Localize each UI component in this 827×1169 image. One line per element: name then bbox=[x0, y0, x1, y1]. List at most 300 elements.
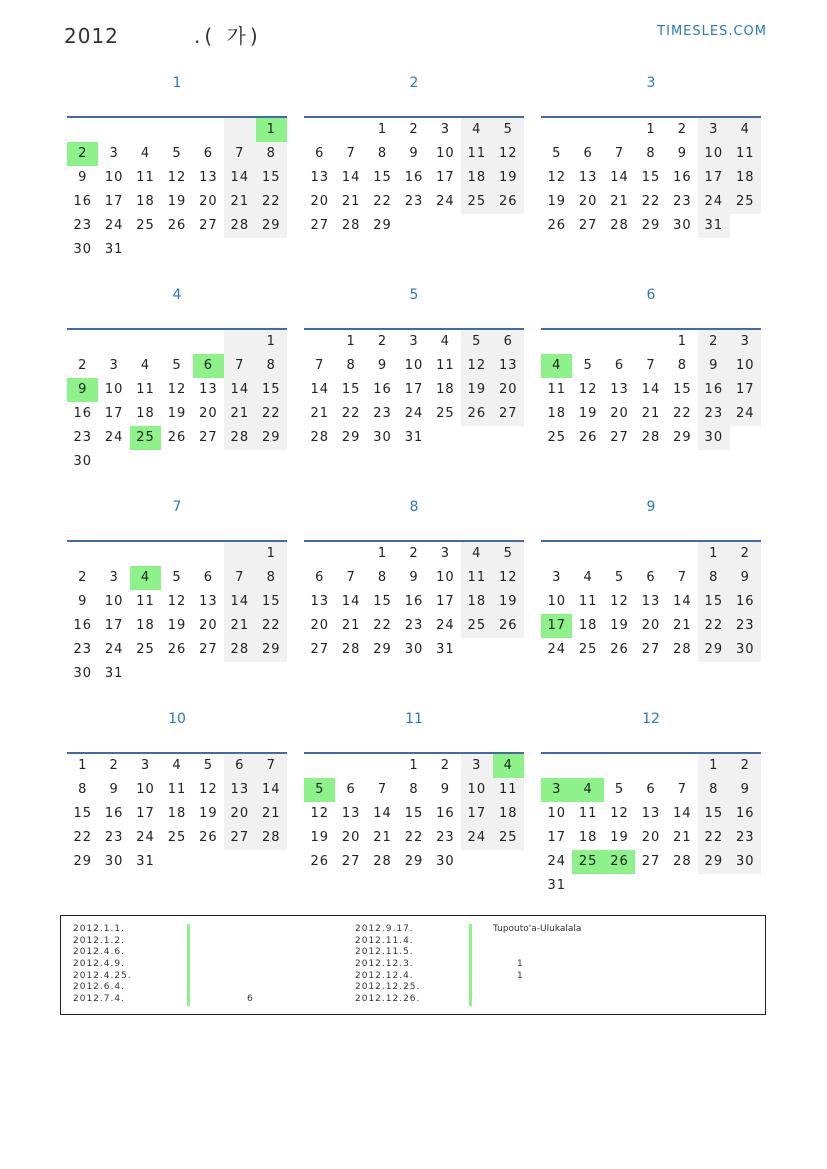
day-cell: 26 bbox=[167, 642, 187, 657]
day-cell: 27 bbox=[578, 218, 598, 233]
holiday-marker bbox=[187, 959, 190, 971]
empty-cell bbox=[604, 330, 635, 354]
day-cell: 24 bbox=[104, 218, 124, 233]
day-cell: 18 bbox=[547, 406, 566, 421]
day-cell: 4 bbox=[140, 146, 151, 161]
day-cell: 20 bbox=[310, 194, 329, 209]
day-cell: 3 bbox=[109, 146, 119, 161]
holiday-list bbox=[60, 915, 766, 1015]
day-cell: 26 bbox=[493, 614, 524, 638]
day-cell: 22 bbox=[256, 190, 287, 214]
empty-cell bbox=[304, 330, 335, 354]
day-cell: 25 bbox=[730, 190, 761, 214]
day-cell: 8 bbox=[346, 358, 356, 373]
holiday-date: 2012.12.25. bbox=[355, 982, 421, 993]
day-cell: 7 bbox=[346, 570, 356, 585]
empty-cell bbox=[304, 754, 335, 778]
day-cell: 24 bbox=[136, 830, 155, 845]
day-cell: 24 bbox=[436, 194, 455, 209]
empty-cell bbox=[193, 542, 224, 566]
empty-cell bbox=[541, 118, 572, 142]
day-cell: 10 bbox=[547, 806, 566, 821]
day-cell: 15 bbox=[73, 806, 92, 821]
day-cell: 19 bbox=[167, 618, 187, 633]
day-grid bbox=[541, 330, 761, 450]
day-cell: 23 bbox=[730, 826, 761, 850]
holiday-marker bbox=[187, 994, 190, 1006]
empty-cell bbox=[161, 330, 192, 354]
holiday-day-cell: 6 bbox=[193, 354, 224, 378]
day-grid bbox=[67, 754, 287, 874]
day-cell: 11 bbox=[436, 358, 455, 373]
day-cell: 8 bbox=[698, 778, 729, 802]
holiday-date: 2012.11.5. bbox=[355, 947, 414, 958]
day-cell: 18 bbox=[578, 830, 598, 845]
day-cell: 15 bbox=[373, 170, 392, 185]
day-cell: 29 bbox=[341, 430, 361, 445]
day-cell: 11 bbox=[136, 382, 155, 397]
day-cell: 1 bbox=[409, 758, 419, 773]
day-cell: 5 bbox=[461, 330, 492, 354]
empty-cell bbox=[667, 754, 698, 778]
day-cell: 19 bbox=[167, 406, 187, 421]
day-cell: 14 bbox=[224, 166, 255, 190]
month-title: 1 bbox=[172, 75, 182, 91]
month-2 bbox=[304, 72, 524, 284]
day-cell: 6 bbox=[346, 782, 356, 797]
day-cell: 7 bbox=[224, 566, 255, 590]
holiday-day-cell: 3 bbox=[541, 778, 572, 802]
day-cell: 10 bbox=[547, 594, 566, 609]
day-cell: 18 bbox=[578, 618, 598, 633]
holiday-date: 2012.11.4. bbox=[355, 935, 414, 946]
day-cell: 27 bbox=[641, 854, 661, 869]
day-cell: 26 bbox=[493, 190, 524, 214]
day-cell: 5 bbox=[172, 358, 182, 373]
day-cell: 25 bbox=[578, 642, 598, 657]
month-5 bbox=[304, 284, 524, 496]
holiday-marker bbox=[469, 982, 472, 994]
holiday-day-cell: 5 bbox=[304, 778, 335, 802]
day-cell: 18 bbox=[461, 590, 492, 614]
day-grid bbox=[304, 542, 524, 662]
day-cell: 15 bbox=[341, 382, 361, 397]
day-cell: 30 bbox=[698, 426, 729, 450]
day-cell: 24 bbox=[461, 826, 492, 850]
day-cell: 27 bbox=[199, 642, 218, 657]
month-title: 7 bbox=[172, 499, 182, 515]
day-cell: 24 bbox=[547, 642, 566, 657]
day-cell: 1 bbox=[677, 334, 688, 349]
day-cell: 15 bbox=[698, 802, 729, 826]
day-cell: 11 bbox=[730, 142, 761, 166]
holiday-name: 6 bbox=[247, 994, 253, 1005]
day-cell: 6 bbox=[315, 570, 325, 585]
month-11 bbox=[304, 708, 524, 920]
holiday-day-cell: 25 bbox=[130, 426, 161, 450]
day-cell: 14 bbox=[310, 382, 329, 397]
day-cell: 17 bbox=[730, 378, 761, 402]
day-cell: 17 bbox=[104, 618, 124, 633]
day-cell: 27 bbox=[199, 218, 218, 233]
holiday-date: 2012.6.4. bbox=[73, 982, 125, 993]
day-cell: 16 bbox=[698, 378, 729, 402]
day-cell: 29 bbox=[698, 850, 729, 874]
day-cell: 21 bbox=[224, 614, 255, 638]
empty-cell bbox=[541, 330, 572, 354]
day-cell: 9 bbox=[730, 778, 761, 802]
holiday-marker bbox=[187, 982, 190, 994]
day-cell: 15 bbox=[673, 382, 692, 397]
day-cell: 10 bbox=[104, 170, 124, 185]
day-cell: 3 bbox=[461, 754, 492, 778]
day-grid bbox=[541, 754, 761, 898]
day-cell: 20 bbox=[341, 830, 361, 845]
day-cell: 19 bbox=[461, 378, 492, 402]
day-cell: 19 bbox=[167, 194, 187, 209]
day-cell: 13 bbox=[224, 778, 255, 802]
day-cell: 1 bbox=[377, 122, 388, 137]
day-cell: 20 bbox=[641, 618, 661, 633]
day-cell: 9 bbox=[109, 782, 119, 797]
day-cell: 27 bbox=[493, 402, 524, 426]
empty-cell bbox=[130, 330, 161, 354]
month-title: 2 bbox=[409, 75, 419, 91]
holiday-date: 2012.1.1. bbox=[73, 924, 125, 934]
day-cell: 19 bbox=[310, 830, 329, 845]
day-cell: 29 bbox=[404, 854, 424, 869]
day-cell: 8 bbox=[256, 354, 287, 378]
day-cell: 10 bbox=[104, 594, 124, 609]
empty-cell bbox=[161, 542, 192, 566]
day-cell: 29 bbox=[698, 638, 729, 662]
day-cell: 12 bbox=[167, 594, 187, 609]
day-cell: 3 bbox=[698, 118, 729, 142]
day-cell: 12 bbox=[578, 382, 598, 397]
day-cell: 3 bbox=[109, 570, 119, 585]
day-cell: 4 bbox=[140, 358, 151, 373]
empty-cell bbox=[635, 754, 666, 778]
day-cell: 28 bbox=[224, 426, 255, 450]
day-cell: 20 bbox=[224, 802, 255, 826]
day-cell: 16 bbox=[404, 594, 424, 609]
holiday-name: Tupouto'a-Ulukalala bbox=[493, 924, 582, 934]
day-cell: 10 bbox=[104, 382, 124, 397]
holiday-day-cell: 26 bbox=[604, 850, 635, 874]
day-cell: 31 bbox=[404, 430, 424, 445]
day-cell: 24 bbox=[698, 190, 729, 214]
day-cell: 28 bbox=[341, 642, 361, 657]
day-cell: 11 bbox=[167, 782, 187, 797]
day-cell: 22 bbox=[373, 194, 392, 209]
day-cell: 22 bbox=[641, 194, 661, 209]
day-cell: 1 bbox=[646, 122, 656, 137]
day-cell: 6 bbox=[646, 782, 656, 797]
empty-cell bbox=[130, 118, 161, 142]
holiday-date: 2012.12.3. bbox=[355, 959, 414, 970]
day-cell: 3 bbox=[409, 334, 419, 349]
day-cell: 10 bbox=[461, 778, 492, 802]
day-cell: 27 bbox=[199, 430, 218, 445]
day-cell: 21 bbox=[310, 406, 329, 421]
day-cell: 29 bbox=[73, 854, 92, 869]
month-6 bbox=[541, 284, 761, 496]
holiday-day-cell: 4 bbox=[572, 778, 603, 802]
month-title: 11 bbox=[405, 711, 423, 727]
day-grid bbox=[67, 330, 287, 474]
day-cell: 29 bbox=[673, 430, 692, 445]
day-cell: 14 bbox=[673, 594, 692, 609]
day-grid bbox=[304, 754, 524, 874]
day-cell: 20 bbox=[199, 406, 218, 421]
day-cell: 14 bbox=[256, 778, 287, 802]
day-cell: 11 bbox=[136, 170, 155, 185]
day-cell: 2 bbox=[78, 570, 88, 585]
day-cell: 14 bbox=[673, 806, 692, 821]
day-cell: 18 bbox=[461, 166, 492, 190]
month-title: 9 bbox=[646, 499, 656, 515]
day-cell: 7 bbox=[256, 754, 287, 778]
day-cell: 28 bbox=[224, 638, 255, 662]
day-cell: 13 bbox=[199, 382, 218, 397]
day-cell: 7 bbox=[677, 570, 688, 585]
day-cell: 11 bbox=[547, 382, 566, 397]
day-cell: 20 bbox=[199, 194, 218, 209]
day-cell: 27 bbox=[641, 642, 661, 657]
day-cell: 4 bbox=[461, 542, 492, 566]
empty-cell bbox=[572, 118, 603, 142]
day-cell: 30 bbox=[673, 218, 692, 233]
holiday-marker bbox=[187, 971, 190, 983]
day-cell: 21 bbox=[224, 190, 255, 214]
holiday-day-cell: 4 bbox=[541, 354, 572, 378]
day-cell: 12 bbox=[493, 566, 524, 590]
day-cell: 13 bbox=[310, 594, 329, 609]
page-title bbox=[64, 20, 262, 49]
day-cell: 13 bbox=[578, 170, 598, 185]
day-cell: 22 bbox=[373, 618, 392, 633]
day-cell: 13 bbox=[641, 806, 661, 821]
day-cell: 2 bbox=[409, 122, 419, 137]
day-cell: 30 bbox=[73, 454, 92, 469]
day-cell: 17 bbox=[404, 382, 424, 397]
day-grid bbox=[67, 118, 287, 262]
day-cell: 13 bbox=[199, 594, 218, 609]
day-cell: 30 bbox=[73, 242, 92, 257]
day-cell: 29 bbox=[256, 214, 287, 238]
day-cell: 2 bbox=[409, 546, 419, 561]
day-cell: 10 bbox=[730, 354, 761, 378]
day-cell: 22 bbox=[341, 406, 361, 421]
holiday-marker bbox=[187, 936, 190, 948]
day-cell: 16 bbox=[404, 170, 424, 185]
day-cell: 24 bbox=[104, 642, 124, 657]
empty-cell bbox=[67, 542, 98, 566]
empty-cell bbox=[335, 754, 366, 778]
holiday-day-cell: 4 bbox=[130, 566, 161, 590]
month-title: 3 bbox=[646, 75, 656, 91]
day-cell: 12 bbox=[461, 354, 492, 378]
day-cell: 17 bbox=[136, 806, 155, 821]
day-grid bbox=[304, 118, 524, 238]
day-cell: 14 bbox=[641, 382, 661, 397]
day-cell: 3 bbox=[440, 546, 451, 561]
day-cell: 28 bbox=[673, 642, 692, 657]
day-cell: 5 bbox=[493, 118, 524, 142]
day-cell: 11 bbox=[136, 594, 155, 609]
day-cell: 12 bbox=[167, 382, 187, 397]
day-cell: 31 bbox=[436, 642, 455, 657]
holiday-day-cell: 4 bbox=[493, 754, 524, 778]
day-cell: 9 bbox=[730, 566, 761, 590]
day-cell: 23 bbox=[73, 430, 92, 445]
holiday-marker bbox=[469, 959, 472, 971]
day-cell: 23 bbox=[730, 614, 761, 638]
holiday-marker bbox=[469, 994, 472, 1006]
day-cell: 9 bbox=[409, 570, 419, 585]
day-cell: 12 bbox=[547, 170, 566, 185]
day-cell: 19 bbox=[199, 806, 218, 821]
day-cell: 14 bbox=[224, 378, 255, 402]
month-title: 8 bbox=[409, 499, 419, 515]
day-cell: 9 bbox=[440, 782, 451, 797]
day-cell: 20 bbox=[578, 194, 598, 209]
month-4 bbox=[67, 284, 287, 496]
day-cell: 27 bbox=[224, 826, 255, 850]
day-cell: 14 bbox=[373, 806, 392, 821]
day-cell: 26 bbox=[199, 830, 218, 845]
day-cell: 25 bbox=[461, 190, 492, 214]
day-cell: 22 bbox=[673, 406, 692, 421]
day-cell: 13 bbox=[310, 170, 329, 185]
day-cell: 15 bbox=[256, 166, 287, 190]
day-cell: 5 bbox=[614, 782, 625, 797]
day-cell: 11 bbox=[578, 806, 598, 821]
day-cell: 23 bbox=[73, 218, 92, 233]
day-cell: 23 bbox=[404, 194, 424, 209]
day-cell: 17 bbox=[104, 194, 124, 209]
day-cell: 8 bbox=[409, 782, 419, 797]
day-grid bbox=[67, 542, 287, 686]
day-cell: 14 bbox=[224, 590, 255, 614]
day-cell: 19 bbox=[493, 166, 524, 190]
empty-cell bbox=[224, 330, 255, 354]
day-cell: 9 bbox=[78, 170, 88, 185]
day-cell: 10 bbox=[404, 358, 424, 373]
day-cell: 24 bbox=[436, 618, 455, 633]
day-cell: 8 bbox=[256, 566, 287, 590]
day-cell: 27 bbox=[341, 854, 361, 869]
day-cell: 10 bbox=[436, 570, 455, 585]
month-title: 5 bbox=[409, 287, 419, 303]
day-cell: 5 bbox=[552, 146, 562, 161]
day-cell: 6 bbox=[646, 570, 656, 585]
day-cell: 28 bbox=[256, 826, 287, 850]
day-cell: 21 bbox=[341, 194, 361, 209]
day-cell: 23 bbox=[673, 194, 692, 209]
empty-cell bbox=[572, 542, 603, 566]
day-cell: 13 bbox=[199, 170, 218, 185]
day-cell: 31 bbox=[104, 242, 124, 257]
day-cell: 6 bbox=[224, 754, 255, 778]
day-cell: 20 bbox=[199, 618, 218, 633]
day-cell: 5 bbox=[583, 358, 593, 373]
day-cell: 28 bbox=[641, 430, 661, 445]
day-cell: 26 bbox=[461, 402, 492, 426]
day-cell: 29 bbox=[373, 218, 392, 233]
day-cell: 24 bbox=[547, 854, 566, 869]
site-link[interactable]: TIMESLES.COM bbox=[657, 24, 767, 39]
day-cell: 11 bbox=[461, 142, 492, 166]
year-label: 2012 bbox=[64, 24, 119, 48]
day-cell: 12 bbox=[310, 806, 329, 821]
day-cell: 21 bbox=[610, 194, 629, 209]
day-cell: 4 bbox=[730, 118, 761, 142]
holiday-date: 2012.4.6. bbox=[73, 947, 125, 958]
day-cell: 2 bbox=[377, 334, 388, 349]
day-cell: 23 bbox=[73, 642, 92, 657]
month-1 bbox=[67, 72, 287, 284]
empty-cell bbox=[635, 330, 666, 354]
day-cell: 15 bbox=[404, 806, 424, 821]
day-cell: 21 bbox=[256, 802, 287, 826]
day-cell: 25 bbox=[136, 218, 155, 233]
day-cell: 15 bbox=[698, 590, 729, 614]
empty-cell bbox=[541, 754, 572, 778]
day-cell: 2 bbox=[109, 758, 119, 773]
day-cell: 28 bbox=[224, 214, 255, 238]
day-cell: 7 bbox=[614, 146, 625, 161]
day-cell: 2 bbox=[78, 358, 88, 373]
day-cell: 29 bbox=[641, 218, 661, 233]
day-cell: 30 bbox=[373, 430, 392, 445]
day-cell: 13 bbox=[610, 382, 629, 397]
holiday-date: 2012.4.9. bbox=[73, 959, 125, 970]
day-cell: 3 bbox=[440, 122, 451, 137]
day-cell: 29 bbox=[373, 642, 392, 657]
day-cell: 20 bbox=[310, 618, 329, 633]
day-cell: 3 bbox=[552, 570, 562, 585]
day-cell: 12 bbox=[167, 170, 187, 185]
day-cell: 13 bbox=[341, 806, 361, 821]
day-cell: 17 bbox=[698, 166, 729, 190]
day-cell: 21 bbox=[224, 402, 255, 426]
empty-cell bbox=[604, 754, 635, 778]
day-cell: 30 bbox=[73, 666, 92, 681]
day-cell: 18 bbox=[493, 802, 524, 826]
day-cell: 12 bbox=[493, 142, 524, 166]
day-cell: 15 bbox=[641, 170, 661, 185]
holiday-day-cell: 9 bbox=[67, 378, 98, 402]
day-cell: 17 bbox=[461, 802, 492, 826]
day-cell: 25 bbox=[461, 614, 492, 638]
day-cell: 30 bbox=[104, 854, 124, 869]
day-cell: 21 bbox=[373, 830, 392, 845]
day-cell: 30 bbox=[404, 642, 424, 657]
day-cell: 15 bbox=[256, 378, 287, 402]
day-cell: 6 bbox=[203, 570, 214, 585]
day-cell: 22 bbox=[698, 614, 729, 638]
holiday-marker bbox=[469, 971, 472, 983]
day-cell: 23 bbox=[404, 618, 424, 633]
day-cell: 11 bbox=[578, 594, 598, 609]
day-cell: 19 bbox=[610, 618, 629, 633]
day-cell: 19 bbox=[610, 830, 629, 845]
day-cell: 12 bbox=[610, 806, 629, 821]
day-cell: 4 bbox=[461, 118, 492, 142]
empty-cell bbox=[224, 542, 255, 566]
empty-cell bbox=[67, 330, 98, 354]
